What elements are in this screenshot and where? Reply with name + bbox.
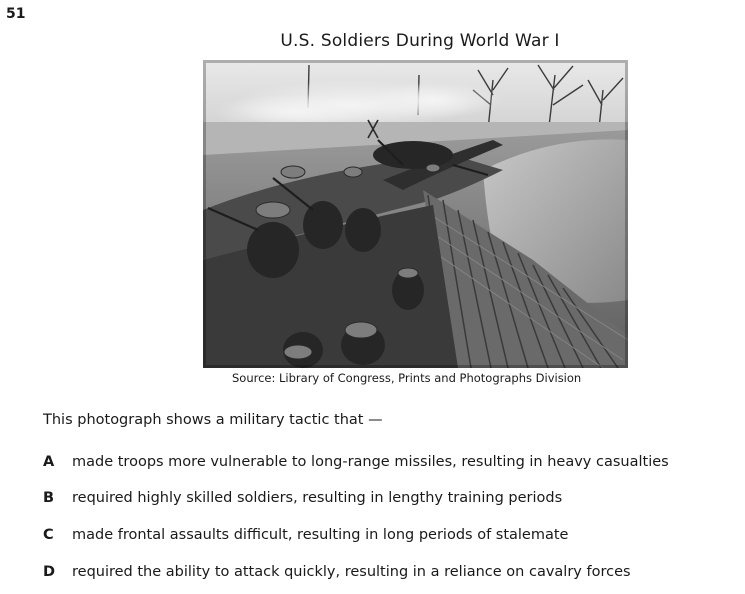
photo-source-caption: Source: Library of Congress, Prints and Photographs Division bbox=[232, 371, 582, 385]
figure-title: U.S. Soldiers During World War I bbox=[280, 31, 560, 51]
question-stem: This photograph shows a military tactic that — bbox=[43, 412, 383, 428]
choice-letter: B bbox=[43, 490, 55, 506]
choice-letter: D bbox=[43, 564, 56, 580]
choice-text: required the ability to attack quickly, resulting in a reliance on cavalry forces bbox=[72, 564, 631, 580]
choice-text: made troops more vulnerable to long-range missiles, resulting in heavy casualties bbox=[72, 454, 669, 470]
choice-text: made frontal assaults difficult, resulting in long periods of stalemate bbox=[72, 527, 569, 543]
trench-photograph bbox=[203, 60, 628, 368]
choice-letter: C bbox=[43, 527, 54, 543]
answer-choice-b[interactable] bbox=[43, 490, 562, 506]
question-number: 51 bbox=[6, 6, 26, 22]
answer-choice-d[interactable] bbox=[43, 564, 631, 580]
choice-text: required highly skilled soldiers, resulting in lengthy training periods bbox=[72, 490, 563, 506]
choice-letter: A bbox=[43, 454, 55, 470]
answer-choice-c[interactable] bbox=[43, 527, 568, 543]
answer-choice-a[interactable] bbox=[43, 454, 669, 470]
